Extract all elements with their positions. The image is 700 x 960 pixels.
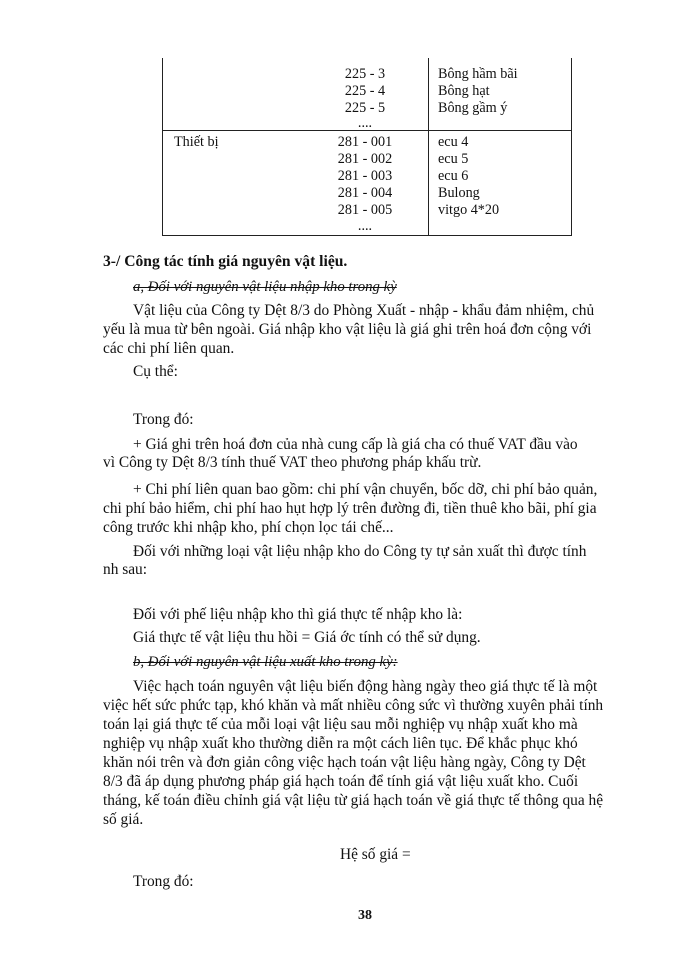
- paragraph-line: việc hết sức phức tạp, khó khăn và mất nhiều công sức vì thường xuyên phải tính: [103, 697, 604, 714]
- table-code-cell: 225 - 3: [344, 66, 386, 82]
- table-border-right: [571, 58, 572, 236]
- table-name-cell: ecu 6: [438, 168, 469, 184]
- table-code-cell: 281 - 002: [337, 151, 393, 167]
- paragraph-line: Đối với những loại vật liệu nhập kho do Công ty tự sản xuất thì được tính: [133, 543, 587, 560]
- price-coefficient-formula: Hệ số giá =: [340, 846, 411, 863]
- paragraph-line: Vật liệu của Công ty Dệt 8/3 do Phòng Xuất - nhập - khẩu đảm nhiệm, chủ: [133, 302, 595, 319]
- table-category-label: Thiết bị: [174, 134, 219, 150]
- table-name-cell: ecu 4: [438, 134, 469, 150]
- material-code-table: [162, 58, 572, 236]
- table-code-cell: 281 - 001: [337, 134, 393, 150]
- bullet-line: vì Công ty Dệt 8/3 tính thuế VAT theo phương pháp khấu trừ.: [103, 454, 482, 471]
- table-name-cell: Bông hạt: [438, 83, 490, 99]
- paragraph-line: tháng, kế toán điều chỉnh giá vật liệu từ giá hạch toán về giá thực tế thông qua hệ: [103, 792, 604, 809]
- table-name-cell: Bông gầm ý: [438, 100, 508, 116]
- paragraph-line: Việc hạch toán nguyên vật liệu biến động hàng ngày theo giá thực tế là một: [133, 678, 598, 695]
- subheading-a: a, Đối với nguyên vật liệu nhập kho trong kỳ: [133, 279, 397, 295]
- paragraph-line: số giá.: [103, 811, 144, 828]
- section-heading: 3-/ Công tác tính giá nguyên vật liệu.: [103, 253, 348, 270]
- paragraph-line: yếu là mua từ bên ngoài. Giá nhập kho vật liệu là giá ghi trên hoá đơn cộng với: [103, 321, 592, 338]
- bullet-line: công trước khi nhập kho, phí chọn lọc tái chế...: [103, 519, 394, 536]
- table-border-left: [162, 58, 163, 236]
- paragraph-line: Đối với phế liệu nhập kho thì giá thực tế nhập kho là:: [133, 606, 463, 623]
- trong-do-label: Trong đó:: [133, 411, 194, 428]
- bullet-line: + Chi phí liên quan bao gồm: chi phí vận chuyển, bốc dỡ, chi phí bảo quản,: [133, 481, 598, 498]
- table-ellipsis: ....: [357, 218, 373, 234]
- table-name-cell: Bông hầm bãi: [438, 66, 518, 82]
- paragraph-line: nh sau:: [103, 561, 148, 578]
- bullet-line: chi phí bảo hiểm, chi phí hao hụt hợp lý trên đường đi, tiền thuê kho bãi, phí gia: [103, 500, 597, 517]
- paragraph-line: nghiệp vụ nhập xuất kho thường diễn ra một cách liên tục. Để khắc phục khó: [103, 735, 578, 752]
- table-code-cell: 281 - 003: [337, 168, 393, 184]
- paragraph-line: các chi phí liên quan.: [103, 340, 235, 357]
- table-name-cell: vitgo 4*20: [438, 202, 500, 218]
- page-number: 38: [358, 908, 372, 923]
- table-name-cell: ecu 5: [438, 151, 469, 167]
- table-code-cell: 225 - 4: [344, 83, 386, 99]
- table-code-cell: 281 - 004: [337, 185, 393, 201]
- table-column-divider: [428, 58, 429, 236]
- table-name-cell: Bulong: [438, 185, 480, 201]
- paragraph-line: 8/3 đã áp dụng phương pháp giá hạch toán để tính giá vật liệu xuất kho. Cuối: [103, 773, 579, 790]
- table-code-cell: 281 - 005: [337, 202, 393, 218]
- table-ellipsis: ....: [357, 115, 373, 131]
- bullet-line: + Giá ghi trên hoá đơn của nhà cung cấp là giá cha có thuế VAT đầu vào: [133, 436, 578, 453]
- paragraph-line: khăn nói trên và đơn giản công việc hạch toán vật liệu hàng ngày, Công ty Dệt: [103, 754, 586, 771]
- paragraph-line: toán lại giá thực tế của mỗi loại vật liệu sau mỗi nghiệp vụ nhập xuất kho mà: [103, 716, 578, 733]
- subheading-b: b, Đối với nguyên vật liệu xuất kho trong kỳ:: [133, 654, 398, 670]
- scrap-formula: Giá thực tế vật liệu thu hồi = Giá ớc tính có thể sử dụng.: [133, 629, 481, 646]
- cu-the-label: Cụ thể:: [133, 363, 178, 380]
- table-code-cell: 225 - 5: [344, 100, 386, 116]
- trong-do-label: Trong đó:: [133, 873, 194, 890]
